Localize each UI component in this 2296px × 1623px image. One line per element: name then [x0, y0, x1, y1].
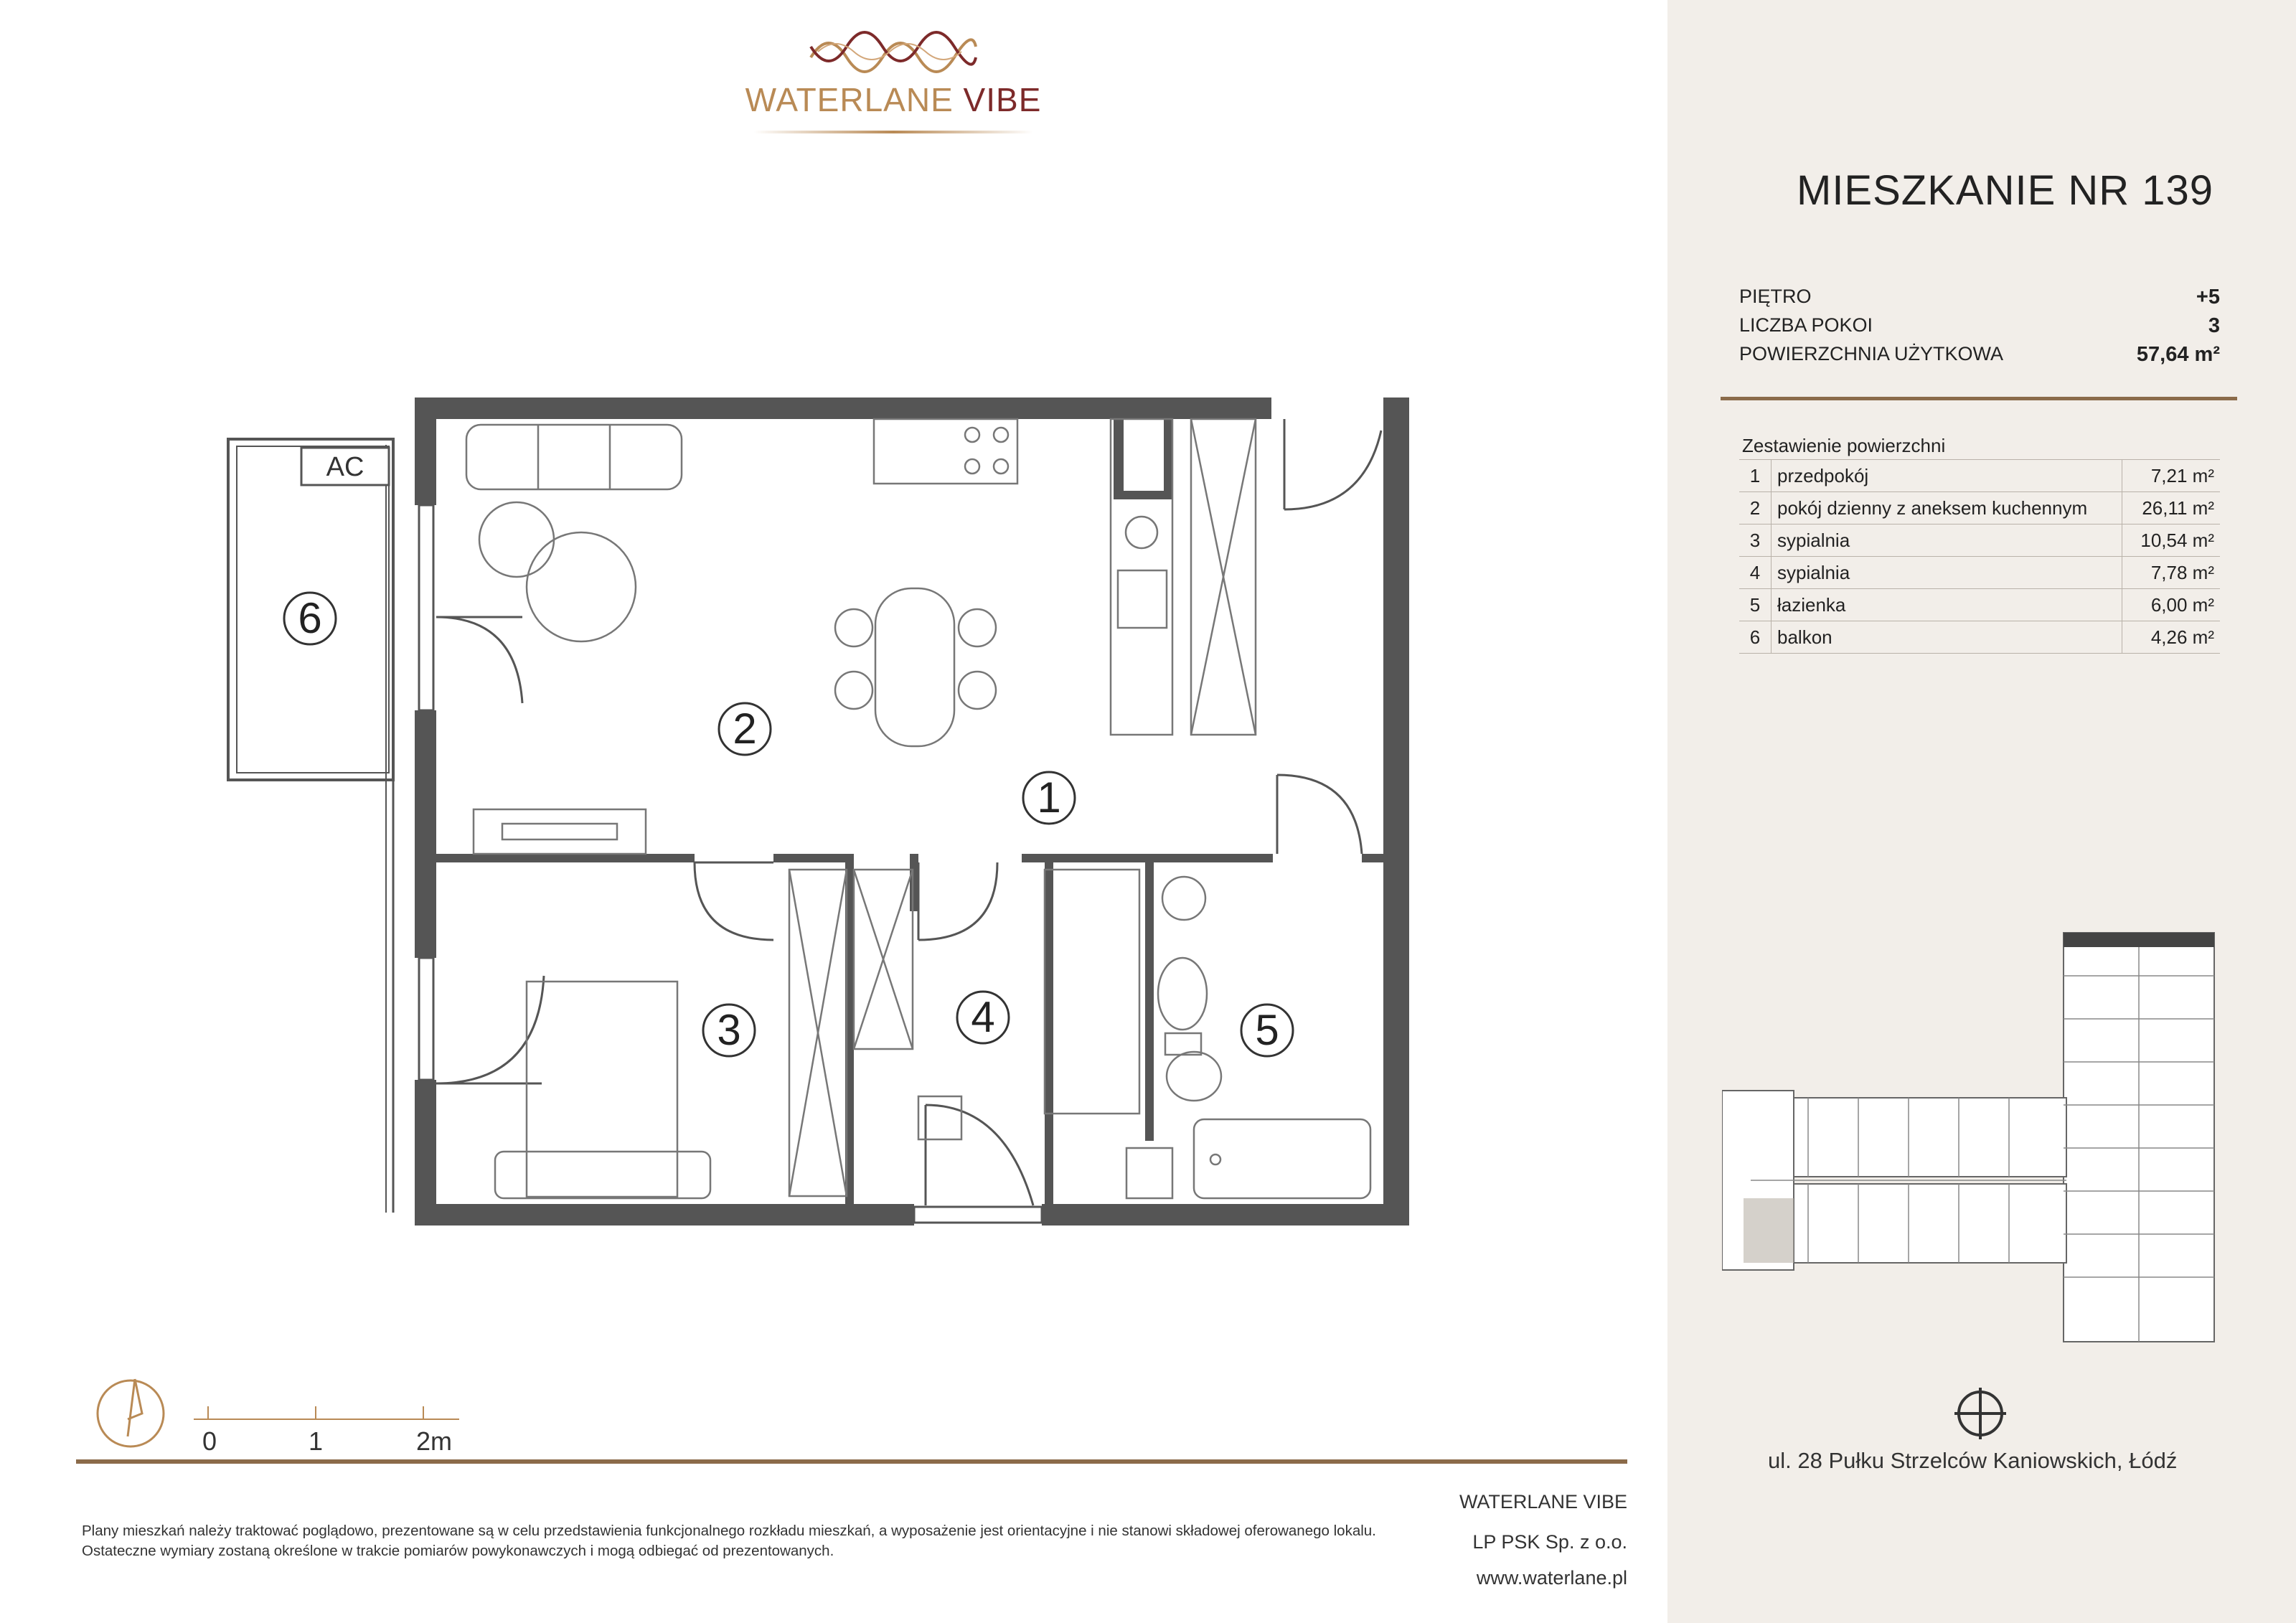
info-floor-label: PIĘTRO: [1739, 286, 1812, 307]
row-area: 10,54 m²: [2122, 524, 2221, 557]
walls: [415, 397, 1409, 1226]
room-number-1: 1: [1037, 773, 1061, 822]
table-row: [1739, 557, 2220, 589]
row-area: 4,26 m²: [2122, 621, 2221, 654]
row-area: 6,00 m²: [2122, 589, 2221, 621]
windows: [419, 505, 1042, 1223]
company-name: WATERLANE VIBE: [1459, 1491, 1627, 1513]
balcony: [228, 439, 393, 1213]
info-floor-value: +5: [2196, 286, 2220, 309]
room-number-2: 2: [733, 705, 757, 753]
compass-icon: [98, 1379, 164, 1446]
table-row: [1739, 524, 2220, 557]
row-room-name: sypialnia: [1772, 557, 2122, 589]
address: ul. 28 Pułku Strzelców Kaniowskich, Łódź: [1768, 1448, 2178, 1473]
row-number: 5: [1739, 589, 1772, 621]
row-area: 7,21 m²: [2122, 460, 2221, 492]
company-legal-name: LP PSK Sp. z o.o.: [1472, 1531, 1627, 1553]
info-divider: [1721, 397, 2237, 400]
row-room-name: pokój dzienny z aneksem kuchennym: [1772, 492, 2122, 524]
doors: [436, 419, 1381, 1205]
north-arrow-icon: [1952, 1385, 2009, 1442]
footer-divider: [76, 1459, 1627, 1464]
scale-label-2: 2m: [416, 1426, 453, 1456]
info-rooms-label: LICZBA POKOI: [1739, 314, 1873, 336]
scale-label-0: 0: [202, 1426, 217, 1456]
furniture: [466, 419, 1370, 1198]
row-number: 1: [1739, 460, 1772, 492]
area-summary-title: Zestawienie powierzchni: [1742, 435, 1946, 456]
stairwell-hatch: [1744, 1198, 1794, 1263]
info-rooms-value: 3: [2208, 314, 2220, 337]
table-row: [1739, 460, 2220, 492]
row-room-name: przedpokój: [1772, 460, 2122, 492]
row-number: 2: [1739, 492, 1772, 524]
row-number: 6: [1739, 621, 1772, 654]
table-row: [1739, 621, 2220, 654]
row-area: 26,11 m²: [2122, 492, 2221, 524]
building-key-plan: [1722, 926, 2224, 1356]
row-room-name: balkon: [1772, 621, 2122, 654]
info-area-label: POWIERZCHNIA UŻYTKOWA: [1739, 343, 2004, 364]
brand-name-part2: VIBE: [963, 81, 1042, 118]
info-panel: [1667, 0, 2296, 1623]
room-number-6: 6: [298, 594, 322, 642]
area-summary-table: [1739, 459, 2220, 654]
row-room-name: sypialnia: [1772, 524, 2122, 557]
row-number: 4: [1739, 557, 1772, 589]
room-number-4: 4: [971, 993, 995, 1041]
key-plan-marker: [2064, 933, 2214, 947]
row-room-name: łazienka: [1772, 589, 2122, 621]
row-area: 7,78 m²: [2122, 557, 2221, 589]
ac-label: AC: [326, 452, 364, 482]
info-area-value: 57,64 m²: [2136, 343, 2220, 366]
apartment-title: MIESZKANIE NR 139: [1797, 167, 2214, 214]
disclaimer: [82, 1521, 1445, 1561]
scale-label-1: 1: [309, 1426, 324, 1456]
room-number-5: 5: [1255, 1006, 1279, 1054]
disclaimer-line-1: Plany mieszkań należy traktować poglądowo, prezentowane są w celu przedstawienia funkcjonalnego rozkładu mieszkań, a wyposażenie jest orientacyjne i nie stanowi składowej oferowanego lokalu.: [82, 1523, 1376, 1539]
room-number-3: 3: [717, 1006, 741, 1054]
company-website-link[interactable]: www.waterlane.pl: [1476, 1567, 1627, 1589]
disclaimer-line-2: Ostateczne wymiary zostaną określone w trakcie pomiarów powykonawczych i mogą odbiegać od prezentowanych.: [82, 1543, 834, 1559]
table-row: [1739, 492, 2220, 524]
brand-name-part1: WATERLANE: [745, 81, 954, 118]
table-row: [1739, 589, 2220, 621]
ac-unit: [301, 448, 389, 485]
row-number: 3: [1739, 524, 1772, 557]
